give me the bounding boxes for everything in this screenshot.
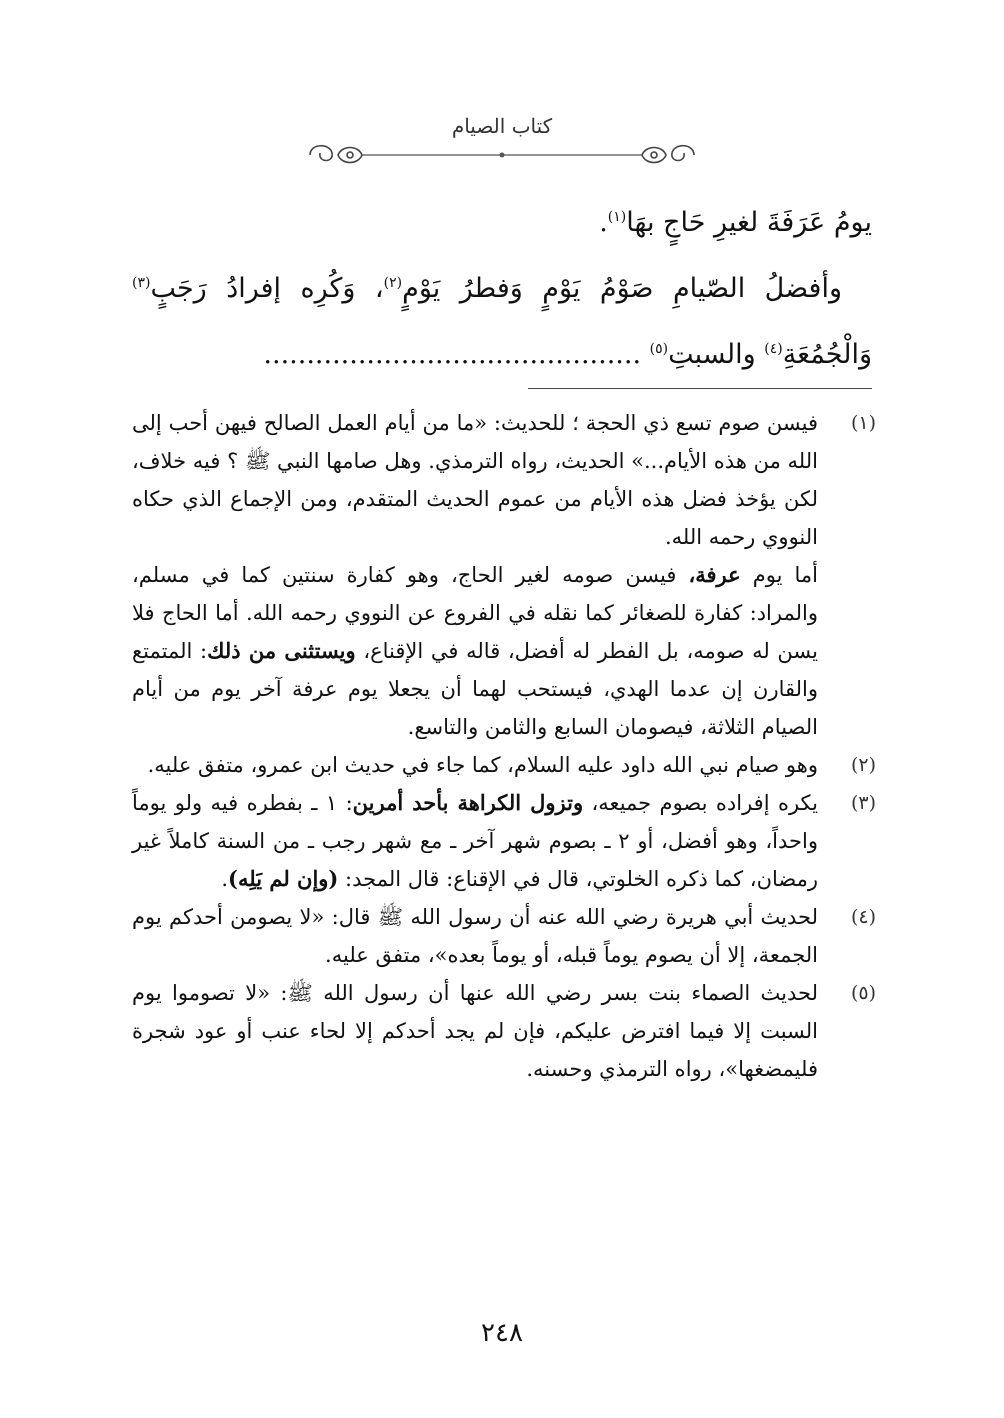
footnote-number: (٣) xyxy=(850,792,876,814)
footnote-separator xyxy=(528,388,872,389)
footnote-ref-2: (٢) xyxy=(383,275,403,291)
footnote-ref-5: (٥) xyxy=(649,341,669,357)
dot-leader: ............................................ xyxy=(263,339,642,370)
footnote-number: (٢) xyxy=(850,754,876,776)
footnotes xyxy=(132,404,876,1088)
footnote-5: (٥) لحديث الصماء بنت بسر رضي الله عنها أن رسول الله ﷺ: «لا تصوموا يوم السبت إلا فيما افترض عليكم، فإن لم يجد أحدكم إلا لحاء عنب أو عود شجرة فليمضغها»، رواه الترمذي وحسنه. xyxy=(132,974,876,1088)
main-text xyxy=(132,190,872,388)
footnote-3: (٣) يكره إفراده بصوم جميعه، وتزول الكراهة بأحد أمرين: ١ ـ بفطره فيه ولو يوماً واحداً، وهو أفضل، أو ٢ ـ بصوم شهر آخر ـ مع شهر رجب ـ من السنة كاملاً غير رمضان، كما ذكره الخلوتي، قال في الإقناع: قال المجد: (وإن لم يَلِه). xyxy=(132,784,876,898)
footnote-4: (٤) لحديث أبي هريرة رضي الله عنه أن رسول الله ﷺ قال: «لا يصومن أحدكم يوم الجمعة، إلا أن يصوم يوماً قبله، أو يوماً بعده»، متفق عليه. xyxy=(132,898,876,974)
page-number: ٢٤٨ xyxy=(481,1318,523,1348)
main-line-1-text: يومُ عَرَفَةَ لغيرِ حَاجٍ بهَا xyxy=(626,207,872,238)
footnote-number: (١) xyxy=(850,412,876,434)
footnote-1: (١) فيسن صوم تسع ذي الحجة ؛ للحديث: «ما من أيام العمل الصالح فيهن أحب إلى الله من هذه الأيام...» الحديث، رواه الترمذي. وهل صامها النبي ﷺ ؟ فيه خلاف، لكن يؤخذ فضل هذه الأيام من عموم الحديث المتقدم، ومن الإجماع الذي حكاه النووي رحمه الله. xyxy=(132,404,876,556)
footnote-ref-1: (١) xyxy=(607,209,627,225)
running-header-title: كتاب الصيام xyxy=(451,114,553,138)
main-line-1: يومُ عَرَفَةَ لغيرِ حَاجٍ بهَا$^{(١)}$. xyxy=(599,207,872,238)
main-paragraph-2: وأفضلُ الصّيامِ صَوْمُ يَوْمٍ وَفطرُ يَوْمٍ$^{(٢)}$، وَكُرِه إفرادُ رَجَبٍ$^{(٣)}$ وَالْجُمُعَةِ$^{(٤)}$ والسبتِ$^{(٥)}$ ............................................ xyxy=(132,273,872,370)
footnote-number: (٤) xyxy=(850,906,876,928)
footnote-ref-4: (٤) xyxy=(764,341,783,357)
footnote-number: (٥) xyxy=(850,982,876,1004)
footnote-ref-3: (٣) xyxy=(132,275,151,291)
footnote-1-continued: أما يوم عرفة، فيسن صومه لغير الحاج، وهو كفارة سنتين كما في مسلم، والمراد: كفارة للصغائر كما نقله في الفروع عن النووي رحمه الله. أما الحاج فلا يسن له صومه، بل الفطر له أفضل، قاله في الإقناع، ويستثنى من ذلك: المتمتع والقارن إن عدما الهدي، فيستحب لهما أن يجعلا يوم عرفة آخر يوم من أيام الصيام الثلاثة، فيصومان السابع والثامن والتاسع. xyxy=(132,562,818,739)
header-ornament xyxy=(302,138,702,172)
footnote-2: (٢) وهو صيام نبي الله داود عليه السلام، كما جاء في حديث ابن عمرو، متفق عليه. xyxy=(132,746,876,784)
